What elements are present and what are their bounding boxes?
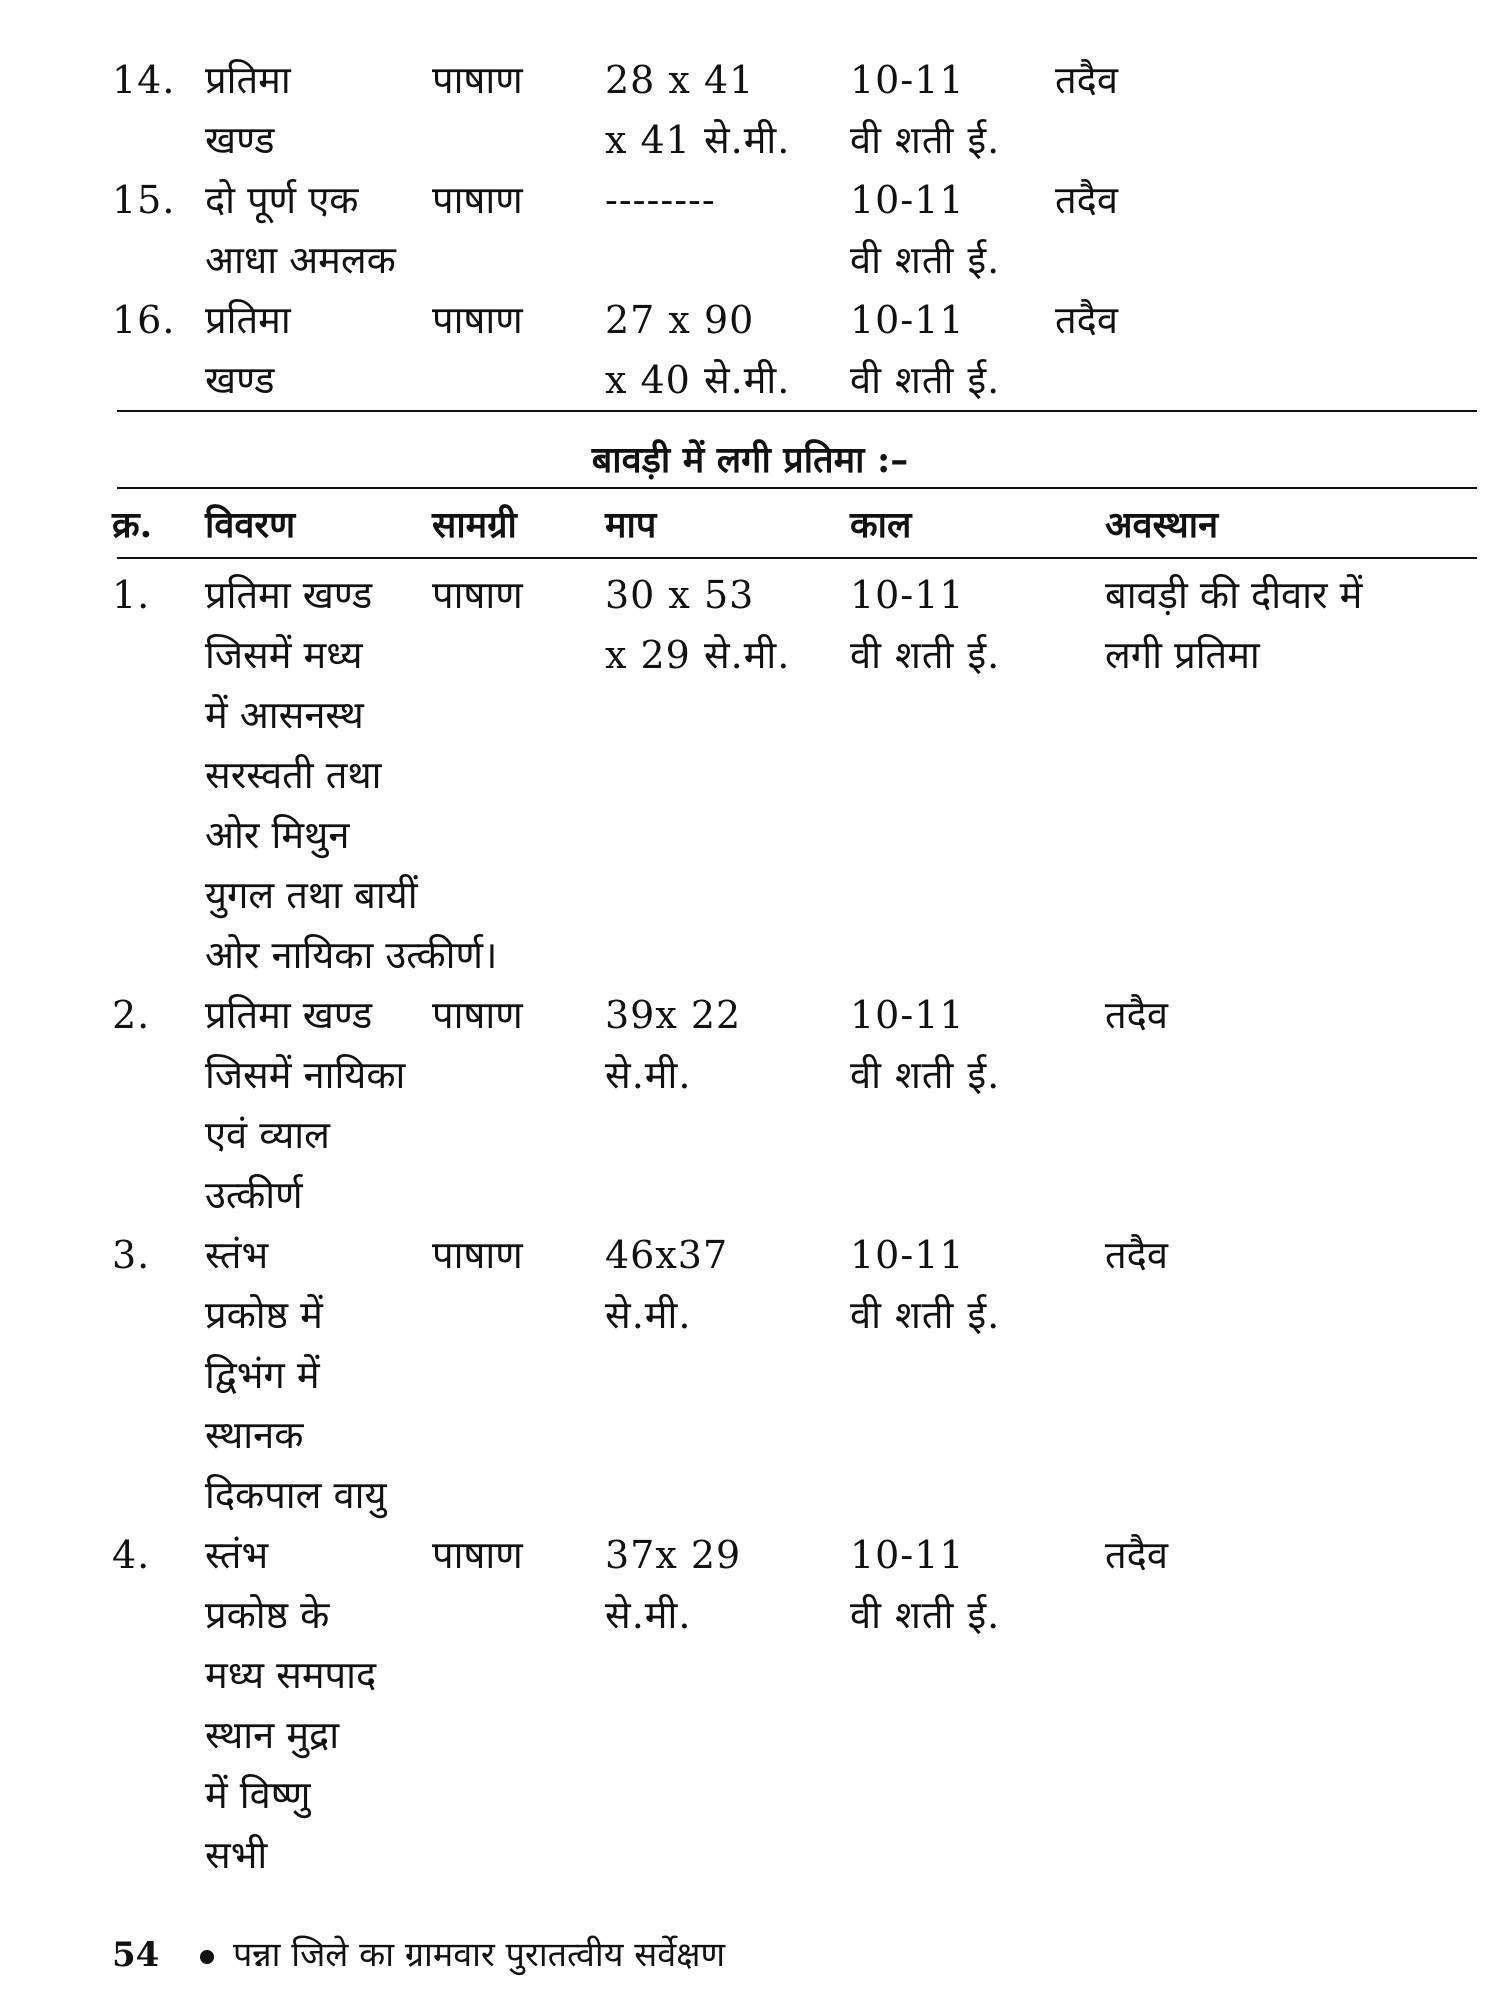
- header-description: विवरण: [205, 504, 296, 546]
- header-material: सामग्री: [432, 504, 517, 546]
- row-period: 10-11 वी शती ई.: [850, 298, 1001, 402]
- bullet-icon: [200, 1950, 214, 1964]
- header-measure: माप: [605, 504, 657, 546]
- row-location: बावड़ी की दीवार में लगी प्रतिमा: [1105, 573, 1363, 677]
- row-material: पाषाण: [432, 993, 523, 1037]
- header-number: क्र.: [112, 504, 153, 546]
- row-description: प्रतिमा खण्ड जिसमें मध्य में आसनस्थ सरस्वती तथा ओर मिथुन युगल तथा बायीं ओर नायिका उत्कीर्ण।: [205, 573, 498, 977]
- row-number: 1.: [112, 573, 151, 617]
- row-location: तदैव: [1105, 1233, 1168, 1277]
- row-measure: 27 x 90 x 40 से.मी.: [605, 298, 791, 402]
- divider: [117, 557, 1477, 559]
- row-period: 10-11 वी शती ई.: [850, 993, 1001, 1097]
- row-description: प्रतिमा खण्ड: [205, 298, 291, 402]
- row-measure: 37x 29 से.मी.: [605, 1533, 742, 1637]
- row-period: 10-11 वी शती ई.: [850, 1233, 1001, 1337]
- divider: [117, 487, 1477, 489]
- row-description: प्रतिमा खण्ड जिसमें नायिका एवं व्याल उत्कीर्ण: [205, 993, 406, 1217]
- row-number: 16.: [112, 298, 176, 342]
- row-material: पाषाण: [432, 573, 523, 617]
- row-location: तदैव: [1055, 178, 1118, 222]
- row-number: 4.: [112, 1533, 151, 1577]
- row-measure: 28 x 41 x 41 से.मी.: [605, 58, 791, 162]
- row-material: पाषाण: [432, 58, 523, 102]
- row-measure: --------: [605, 178, 716, 222]
- row-measure: 39x 22 से.मी.: [605, 993, 742, 1097]
- row-period: 10-11 वी शती ई.: [850, 178, 1001, 282]
- row-description: प्रतिमा खण्ड: [205, 58, 291, 162]
- row-period: 10-11 वी शती ई.: [850, 58, 1001, 162]
- header-location: अवस्थान: [1105, 504, 1219, 546]
- row-description: स्तंभ प्रकोष्ठ के मध्य समपाद स्थान मुद्रा में विष्णु सभी: [205, 1533, 377, 1877]
- row-location: तदैव: [1105, 993, 1168, 1037]
- row-measure: 46x37 से.मी.: [605, 1233, 729, 1337]
- header-period: काल: [850, 504, 912, 546]
- row-period: 10-11 वी शती ई.: [850, 1533, 1001, 1637]
- section-heading: बावड़ी में लगी प्रतिमा :–: [591, 439, 909, 481]
- page-number: 54: [112, 1935, 160, 1975]
- footer-title: पन्ना जिले का ग्रामवार पुरातत्वीय सर्वेक्षण: [232, 1935, 726, 1975]
- row-material: पाषाण: [432, 1233, 523, 1277]
- row-measure: 30 x 53 x 29 से.मी.: [605, 573, 791, 677]
- row-period: 10-11 वी शती ई.: [850, 573, 1001, 677]
- row-location: तदैव: [1055, 298, 1118, 342]
- row-number: 14.: [112, 58, 176, 102]
- row-material: पाषाण: [432, 298, 523, 342]
- row-location: तदैव: [1105, 1533, 1168, 1577]
- page-footer: [112, 1925, 725, 1985]
- row-number: 3.: [112, 1233, 151, 1277]
- row-number: 2.: [112, 993, 151, 1037]
- row-description: दो पूर्ण एक आधा अमलक: [205, 178, 396, 282]
- divider: [117, 410, 1477, 412]
- row-number: 15.: [112, 178, 176, 222]
- row-material: पाषाण: [432, 178, 523, 222]
- row-location: तदैव: [1055, 58, 1118, 102]
- row-material: पाषाण: [432, 1533, 523, 1577]
- row-description: स्तंभ प्रकोष्ठ में द्विभंग में स्थानक दिकपाल वायु: [205, 1233, 387, 1517]
